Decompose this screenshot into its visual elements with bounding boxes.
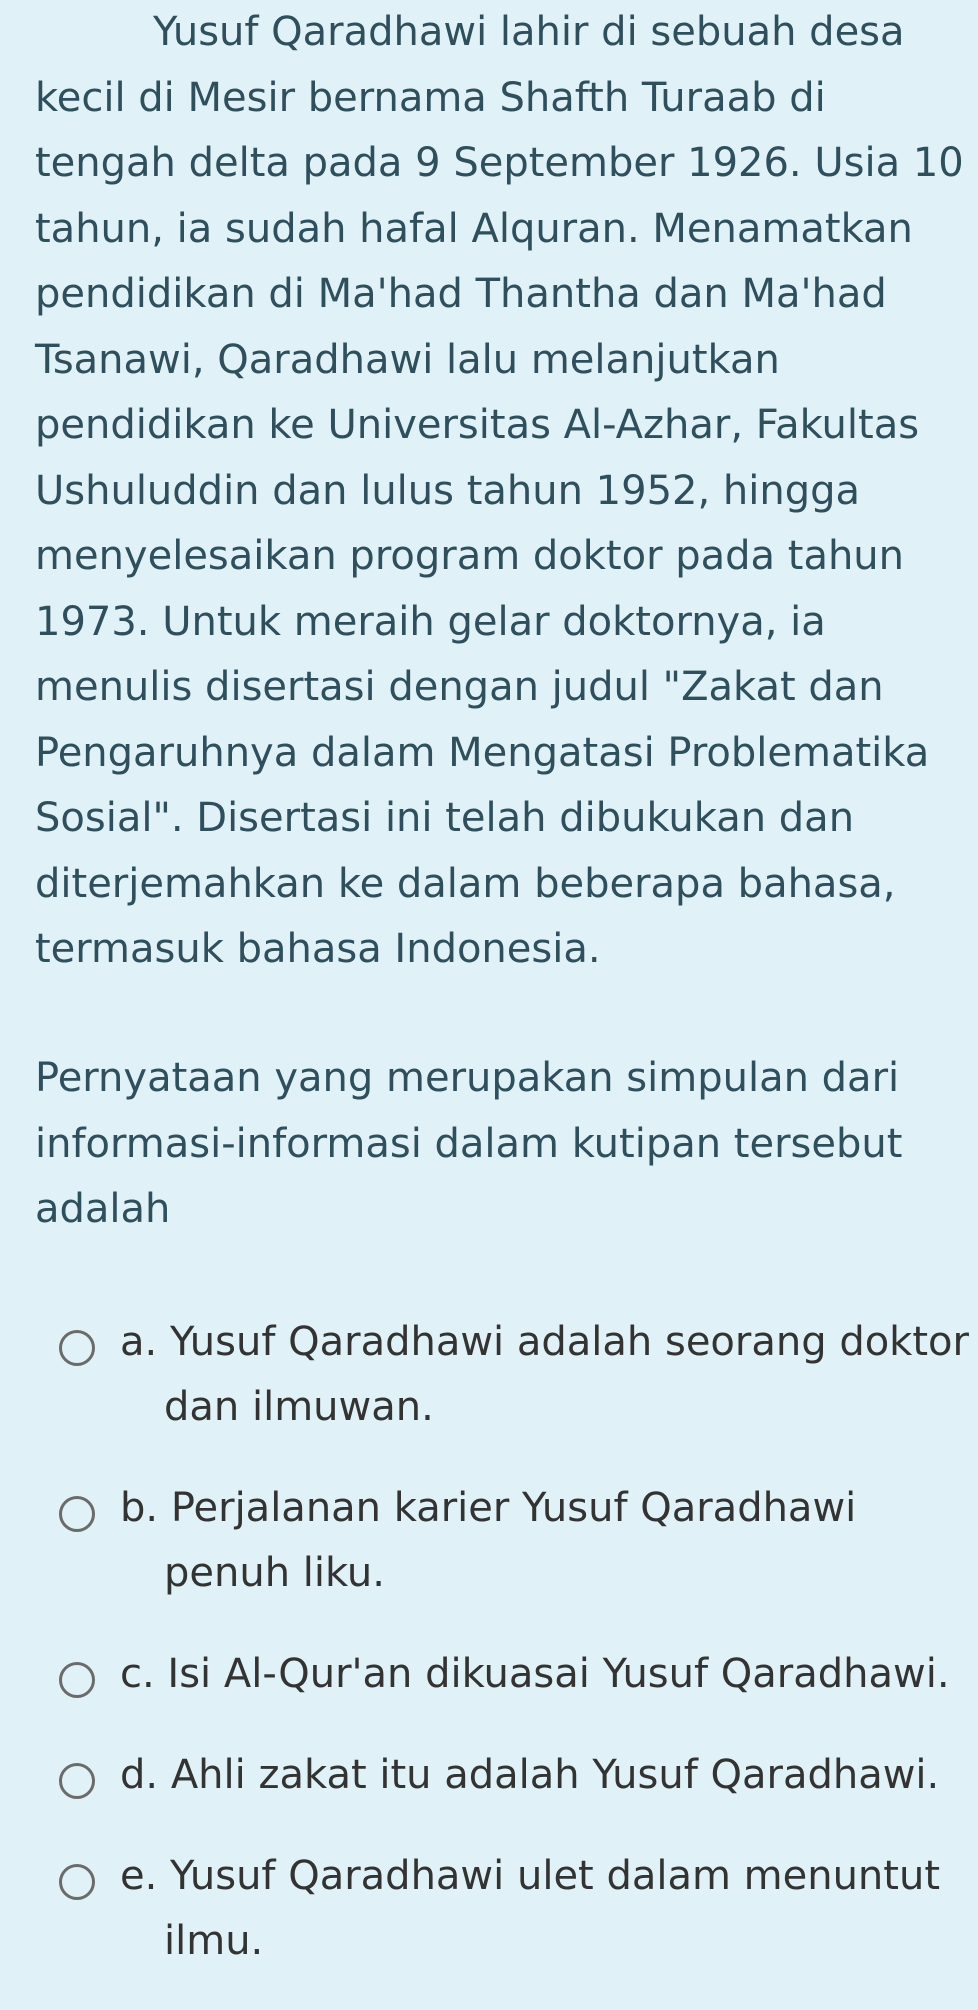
- answer-options: [0, 1310, 978, 2010]
- option-b[interactable]: [0, 1476, 978, 1606]
- radio-button-icon[interactable]: [59, 1496, 95, 1532]
- option-d[interactable]: [0, 1743, 978, 1808]
- option-label: e. Yusuf Qaradhawi ulet dalam menuntut ilmu.: [120, 1853, 940, 1964]
- passage-text: Yusuf Qaradhawi lahir di sebuah desa kecil di Mesir bernama Shafth Turaab di tengah delta pada 9 September 1926. Usia 10 tahun, ia sudah hafal Alquran. Menamatkan pendidikan di Ma'had Thantha dan Ma'had Tsanawi, Qaradhawi lalu melanjutkan pendidikan ke Universitas Al-Azhar, Fakultas Ushuluddin dan lulus tahun 1952, hingga menyelesaikan program doktor pada tahun 1973. Untuk meraih gelar doktornya, ia menulis disertasi dengan judul "Zakat dan Pengaruhnya dalam Mengatasi Problematika Sosial". Disertasi ini telah dibukukan dan diterjemahkan ke dalam beberapa bahasa, termasuk bahasa Indonesia.: [35, 9, 964, 972]
- option-label: a. Yusuf Qaradhawi adalah seorang doktor dan ilmuwan.: [120, 1319, 969, 1430]
- option-e[interactable]: [0, 1844, 978, 1974]
- option-label: d. Ahli zakat itu adalah Yusuf Qaradhawi.: [120, 1752, 940, 1798]
- option-a[interactable]: [0, 1310, 978, 1440]
- option-label: c. Isi Al-Qur'an dikuasai Yusuf Qaradhawi.: [120, 1651, 950, 1697]
- radio-button-icon[interactable]: [59, 1662, 95, 1698]
- option-label: b. Perjalanan karier Yusuf Qaradhawi penuh liku.: [120, 1485, 857, 1596]
- reading-passage: [35, 0, 965, 983]
- radio-button-icon[interactable]: [59, 1763, 95, 1799]
- radio-button-icon[interactable]: [59, 1330, 95, 1366]
- radio-button-icon[interactable]: [59, 1864, 95, 1900]
- question-text: Pernyataan yang merupakan simpulan dari informasi-informasi dalam kutipan tersebut adalah: [35, 1055, 903, 1232]
- option-c[interactable]: [0, 1642, 978, 1707]
